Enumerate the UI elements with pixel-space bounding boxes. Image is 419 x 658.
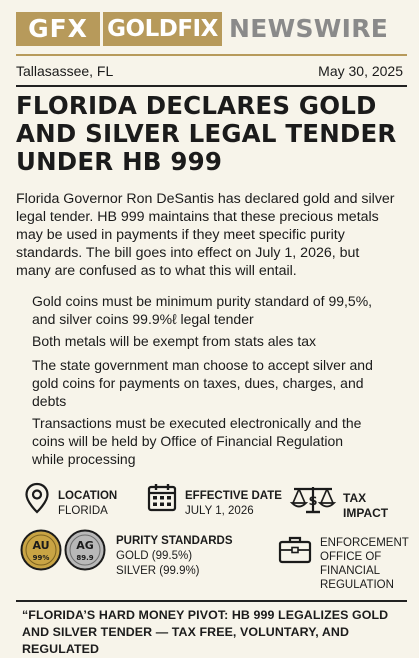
- bullet-item: [32, 356, 412, 410]
- purity-info: [116, 534, 233, 579]
- logo-gfx: GFX: [16, 12, 100, 46]
- lede-line: Florida Governor Ron DeSantis has declared gold and silver: [16, 191, 395, 207]
- tax-impact-label: IMPACT: [343, 506, 389, 520]
- dateline: [16, 60, 407, 82]
- bullet-line: and silver coins 99.9%ℓ legal tender: [32, 311, 254, 327]
- dateline-location: Tallasassee, FL: [16, 63, 114, 79]
- headline: [16, 92, 411, 176]
- enforcement-line: REGULATION: [320, 579, 394, 591]
- bullet-item: [32, 414, 412, 468]
- bullet-line: The state government man choose to accept silver and: [32, 357, 373, 373]
- bullet-line: coins will be held by Office of Financial Regulation: [32, 433, 344, 449]
- pull-quote: [22, 607, 414, 658]
- purity-label: PURITY STANDARDS: [116, 535, 233, 547]
- masthead-rule: [16, 54, 407, 56]
- lede-line: many are confused as to what this will entail.: [16, 263, 297, 279]
- headline-line: FLORIDA DECLARES GOLD: [16, 91, 377, 120]
- headline-line: AND SILVER LEGAL TENDER: [16, 119, 397, 148]
- effective-date-label: EFFECTIVE DATE: [185, 490, 282, 502]
- calendar-icon: [147, 482, 177, 512]
- logo-goldfix: GOLDFIX: [103, 12, 222, 46]
- effective-date-value: JULY 1, 2026: [185, 505, 254, 517]
- bullet-line: gold coins for payments on taxes, dues, charges, and: [32, 375, 364, 391]
- location-value: FLORIDA: [58, 505, 108, 517]
- dateline-rule: [16, 85, 407, 87]
- enforcement-info: [320, 536, 409, 592]
- pull-quote-line: AND SILVER TENDER — TAX FREE, VOLUNTARY, AND REGULATED: [22, 625, 350, 656]
- location-label: LOCATION: [58, 490, 118, 502]
- map-pin-icon: [24, 482, 50, 514]
- headline-line: UNDER HB 999: [16, 147, 223, 176]
- lede-line: standards. The bill goes into effect on July 1, 2026, but: [16, 245, 360, 261]
- bullet-item: [32, 292, 412, 328]
- ag-purity: 89.9: [76, 554, 94, 562]
- briefcase-icon: [278, 535, 312, 565]
- tax-impact-info: [343, 491, 388, 521]
- purity-gold: GOLD (99.5%): [116, 550, 193, 562]
- newswire-label: NEWSWIRE: [229, 14, 389, 43]
- enforcement-line: OFFICE OF: [320, 551, 382, 563]
- dateline-date: May 30, 2025: [318, 63, 403, 79]
- au-purity: 99%: [32, 554, 50, 562]
- ag-symbol: AG: [76, 539, 94, 552]
- coins-icon: [20, 529, 108, 571]
- au-symbol: AU: [32, 539, 50, 552]
- location-info: [58, 489, 117, 519]
- purity-silver: SILVER (99.9%): [116, 565, 200, 577]
- scales-dollar-icon: [290, 483, 336, 515]
- effective-date-info: [185, 489, 282, 519]
- pull-quote-line: “FLORIDA’S HARD MONEY PIVOT: HB 999 LEGALIZES GOLD: [22, 608, 389, 622]
- bullet-line: debts: [32, 393, 67, 409]
- enforcement-label: ENFORCEMENT: [320, 537, 409, 549]
- masthead: [0, 0, 419, 58]
- tax-impact-label: TAX: [343, 491, 367, 505]
- lede-paragraph: [16, 190, 412, 280]
- lede-line: may be used in payments if they meet specific purity: [16, 227, 345, 243]
- bullet-line: Gold coins must be minimum purity standard of 99,5%,: [32, 293, 373, 309]
- bullet-item: [32, 332, 412, 350]
- enforcement-line: FINANCIAL: [320, 565, 381, 577]
- bullet-line: while processing: [32, 451, 136, 467]
- footer-rule: [16, 600, 407, 602]
- bullet-line: Transactions must be executed electronically and the: [32, 415, 362, 431]
- lede-line: legal tender. HB 999 maintains that these precious metals: [16, 209, 379, 225]
- bullet-line: Both metals will be exempt from stats ales tax: [32, 333, 316, 349]
- svg-text:$: $: [308, 494, 318, 509]
